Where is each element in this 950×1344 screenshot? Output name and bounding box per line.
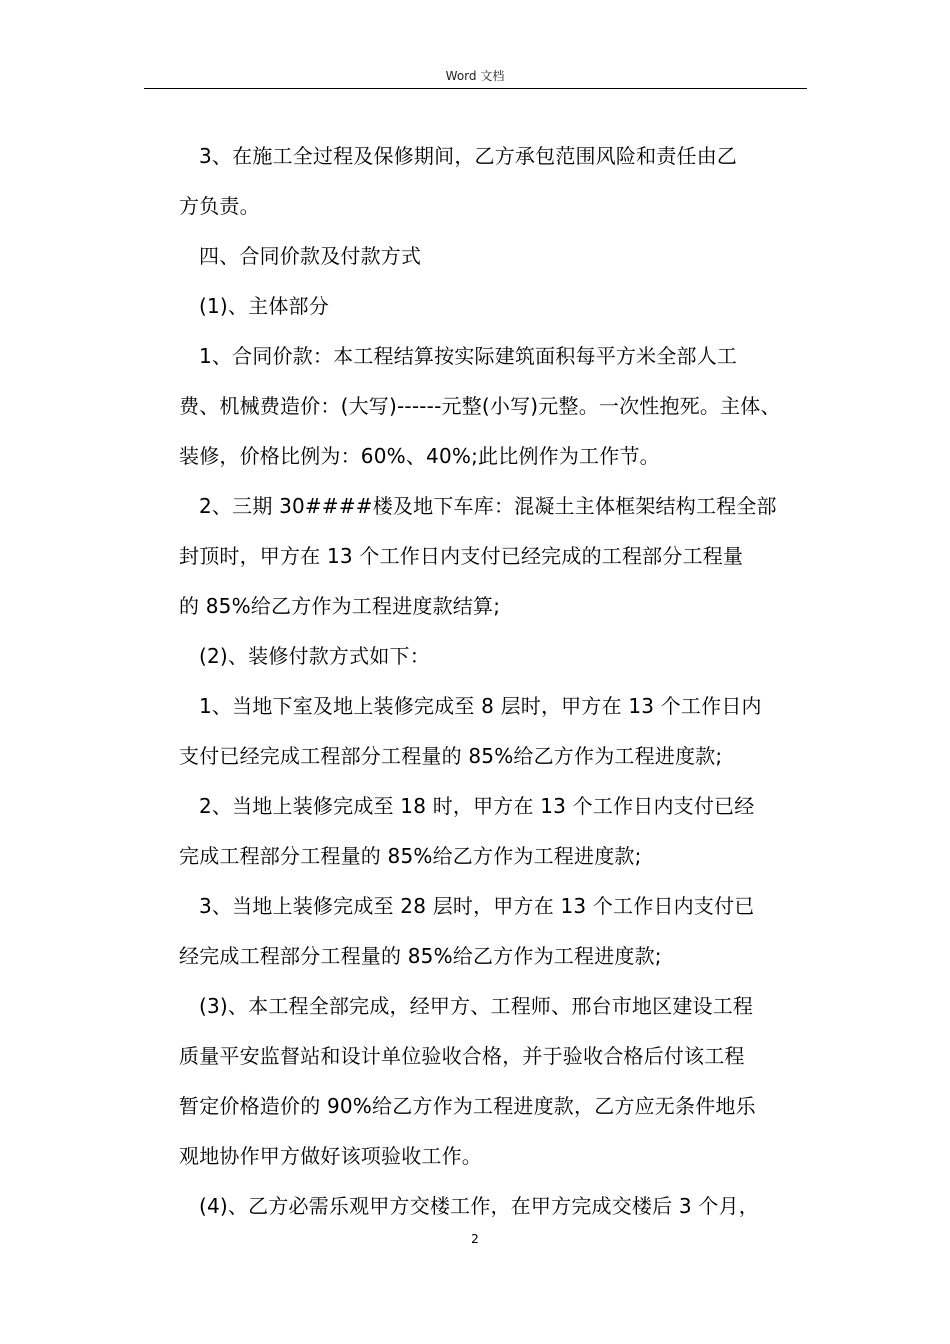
paragraph (179, 331, 809, 481)
paragraph (179, 881, 809, 981)
paragraph (179, 231, 809, 281)
paragraph (179, 1181, 809, 1231)
text-line: 完成工程部分工程量的 85%给乙方作为工程进度款; (179, 844, 642, 868)
text-line: 质量平安监督站和设计单位验收合格，并于验收合格后付该工程 (179, 1044, 745, 1068)
text-line: 装修，价格比例为：60%、40%;此比例作为工作节。 (179, 444, 660, 468)
paragraph (179, 131, 809, 231)
paragraph (179, 781, 809, 881)
text-line: 3、当地上装修完成至 28 层时，甲方在 13 个工作日内支付已 (199, 894, 755, 918)
text-line: 方负责。 (179, 194, 260, 218)
text-line: 四、合同价款及付款方式 (199, 244, 422, 268)
document-body (179, 131, 809, 1231)
text-line: (3)、本工程全部完成，经甲方、工程师、邢台市地区建设工程 (199, 994, 754, 1018)
paragraph (179, 481, 809, 631)
text-line: 1、合同价款：本工程结算按实际建筑面积每平方米全部人工 (199, 344, 738, 368)
paragraph (179, 681, 809, 781)
text-line: 观地协作甲方做好该项验收工作。 (179, 1144, 482, 1168)
page-header: Word 文档 (445, 69, 505, 83)
text-line: 暂定价格造价的 90%给乙方作为工程进度款，乙方应无条件地乐 (179, 1094, 756, 1118)
text-line: 支付已经完成工程部分工程量的 85%给乙方作为工程进度款; (179, 744, 723, 768)
paragraph (179, 981, 809, 1181)
text-line: 的 85%给乙方作为工程进度款结算; (179, 594, 501, 618)
text-line: (2)、装修付款方式如下： (199, 644, 430, 668)
paragraph (179, 631, 809, 681)
text-line: 2、当地上装修完成至 18 时，甲方在 13 个工作日内支付已经 (199, 794, 755, 818)
text-line: (4)、乙方必需乐观甲方交楼工作，在甲方完成交楼后 3 个月， (199, 1194, 759, 1218)
text-line: (1)、主体部分 (199, 294, 329, 318)
paragraph (179, 281, 809, 331)
text-line: 3、在施工全过程及保修期间，乙方承包范围风险和责任由乙 (199, 144, 738, 168)
text-line: 费、机械费造价：(大写)------元整(小写)元整。一次性抱死。主体、 (179, 394, 781, 418)
header-divider (144, 88, 807, 89)
text-line: 经完成工程部分工程量的 85%给乙方作为工程进度款; (179, 944, 662, 968)
page-number: 2 (471, 1232, 479, 1246)
text-line: 2、三期 30####楼及地下车库：混凝土主体框架结构工程全部 (199, 494, 777, 518)
text-line: 封顶时，甲方在 13 个工作日内支付已经完成的工程部分工程量 (179, 544, 744, 568)
text-line: 1、当地下室及地上装修完成至 8 层时，甲方在 13 个工作日内 (199, 694, 762, 718)
